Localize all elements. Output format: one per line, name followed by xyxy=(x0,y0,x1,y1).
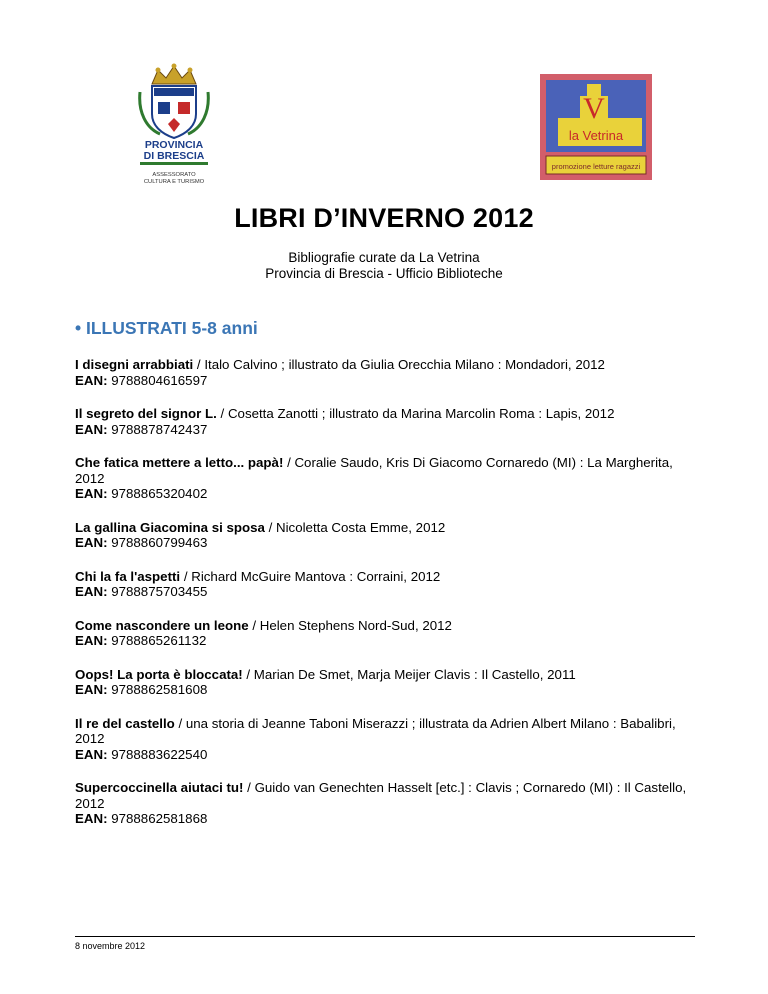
bibliography-list xyxy=(75,357,695,845)
subtitle-curated-by: Bibliografie curate da La Vetrina xyxy=(288,250,480,265)
book-title: I disegni arrabbiati xyxy=(75,357,194,372)
ean-label: EAN: xyxy=(75,682,108,697)
book-title: Supercoccinella aiutaci tu! xyxy=(75,780,244,795)
section-heading: • ILLUSTRATI 5-8 anni xyxy=(75,318,258,338)
book-details: / Guido van Genechten Hasselt [etc.] : Clavis ; Cornaredo (MI) : Il Castello, 2012 xyxy=(75,780,687,811)
book-title: Come nascondere un leone xyxy=(75,617,249,633)
ean-label: EAN: xyxy=(75,633,108,648)
ean-code: 9788865261132 xyxy=(111,633,207,648)
list-item xyxy=(75,406,695,437)
book-details: / Italo Calvino ; illustrato da Giulia Orecchia Milano : Mondadori, 2012 xyxy=(193,357,605,372)
book-details: / Richard McGuire Mantova : Corraini, 2012 xyxy=(180,568,441,584)
svg-text:V: V xyxy=(583,92,605,125)
footer-divider xyxy=(75,936,695,937)
la-vetrina-logo xyxy=(540,74,652,180)
provincia-name-line1: PROVINCIA xyxy=(144,139,204,151)
provincia-caption-line1: ASSESSORATO xyxy=(152,172,196,178)
ean-code: 9788804616597 xyxy=(111,372,208,388)
vetrina-brand: la Vetrina xyxy=(568,128,624,143)
ean-label: EAN: xyxy=(75,372,108,388)
book-title: Oops! La porta è bloccata! xyxy=(75,666,243,682)
book-title: La gallina Giacomina si sposa xyxy=(75,519,265,535)
list-item xyxy=(75,667,695,698)
ean-label: EAN: xyxy=(75,535,108,550)
list-item xyxy=(75,618,695,649)
provincia-brescia-logo xyxy=(134,62,214,190)
ean-code: 9788860799463 xyxy=(111,535,208,550)
book-details: / Nicoletta Costa Emme, 2012 xyxy=(264,519,446,535)
ean-code: 9788875703455 xyxy=(111,584,208,599)
ean-code: 9788878742437 xyxy=(111,421,208,437)
ean-label: EAN: xyxy=(75,811,108,826)
book-details: / Marian De Smet, Marja Meijer Clavis : Il Castello, 2011 xyxy=(242,666,576,682)
list-item xyxy=(75,520,695,551)
footer-date: 8 novembre 2012 xyxy=(75,941,146,951)
list-item xyxy=(75,357,695,388)
book-details: / Helen Stephens Nord-Sud, 2012 xyxy=(248,617,452,633)
ean-code: 9788883622540 xyxy=(111,746,208,762)
book-title: Che fatica mettere a letto... papà! xyxy=(75,455,284,470)
provincia-caption-line2: CULTURA E TURISMO xyxy=(143,179,205,185)
ean-label: EAN: xyxy=(75,746,108,762)
book-details: / Cosetta Zanotti ; illustrato da Marina Marcolin Roma : Lapis, 2012 xyxy=(216,406,615,421)
book-details: / una storia di Jeanne Taboni Miserazzi ; illustrata da Adrien Albert Milano : Babalibri, 2012 xyxy=(75,715,676,746)
list-item xyxy=(75,780,695,827)
list-item xyxy=(75,455,695,502)
ean-label: EAN: xyxy=(75,421,108,437)
page-title: LIBRI D’INVERNO 2012 xyxy=(234,203,534,233)
ean-label: EAN: xyxy=(75,486,108,501)
ean-label: EAN: xyxy=(75,584,108,599)
ean-code: 9788865320402 xyxy=(111,486,208,501)
book-title: Chi la fa l'aspetti xyxy=(75,568,181,584)
provincia-name-line2: DI BRESCIA xyxy=(143,150,205,162)
book-title: Il segreto del signor L. xyxy=(75,406,217,421)
ean-code: 9788862581608 xyxy=(111,682,208,697)
list-item xyxy=(75,716,695,763)
book-details: / Coralie Saudo, Kris Di Giacomo Cornaredo (MI) : La Margherita, 2012 xyxy=(75,455,673,486)
vetrina-tagline: promozione letture ragazzi xyxy=(551,162,641,171)
list-item xyxy=(75,569,695,600)
book-title: Il re del castello xyxy=(75,715,175,731)
subtitle-office: Provincia di Brescia - Ufficio Biblioteche xyxy=(265,266,503,281)
ean-code: 9788862581868 xyxy=(111,811,208,826)
